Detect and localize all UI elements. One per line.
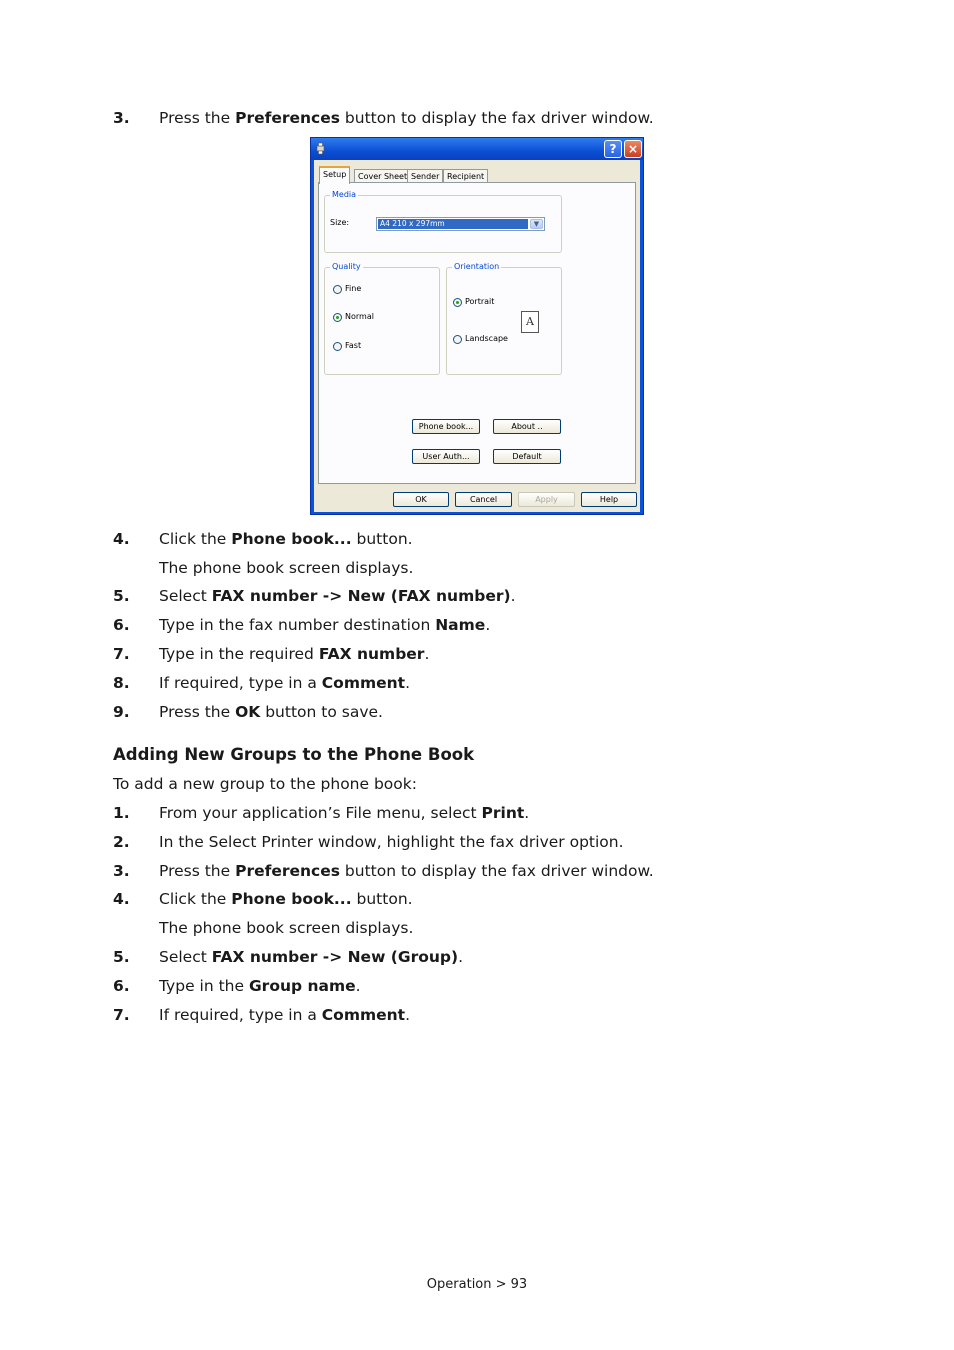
step-item: [113, 107, 893, 129]
radio-fine[interactable]: [333, 285, 342, 294]
help-button[interactable]: Help: [581, 492, 637, 507]
step-text: Type in the Group name.: [159, 977, 361, 995]
section-heading: Adding New Groups to the Phone Book: [113, 745, 475, 764]
chevron-down-icon[interactable]: ▼: [530, 219, 543, 229]
fast-label: Fast: [345, 341, 362, 350]
radio-fast[interactable]: [333, 342, 342, 351]
portrait-page-icon: A: [521, 311, 539, 333]
step-number: 1.: [113, 804, 130, 822]
orientation-group: [446, 262, 562, 375]
step-item: [113, 831, 893, 853]
step-number: 3.: [113, 109, 130, 127]
tab-sender[interactable]: Sender: [407, 169, 443, 183]
step-text: Select FAX number -> New (Group).: [159, 948, 464, 966]
radio-normal[interactable]: [333, 313, 342, 322]
step-number: 7.: [113, 645, 130, 663]
step-text: If required, type in a Comment.: [159, 1006, 411, 1024]
step-text: Click the Phone book... button.: [159, 530, 413, 548]
phone-book-button[interactable]: Phone book...: [412, 419, 480, 434]
normal-label: Normal: [345, 312, 374, 321]
step-number: 4.: [113, 890, 130, 908]
step-item: [113, 888, 893, 910]
about-button[interactable]: About ..: [493, 419, 561, 434]
step-item: [113, 1004, 893, 1026]
step-item: [113, 528, 893, 550]
step-text: If required, type in a Comment.: [159, 674, 411, 692]
help-title-button[interactable]: ?: [604, 140, 622, 158]
printer-icon: [316, 142, 325, 155]
orientation-legend: Orientation: [454, 262, 500, 271]
size-select[interactable]: [376, 217, 545, 231]
step-text: Click the Phone book... button.: [159, 890, 413, 908]
portrait-label: Portrait: [465, 297, 495, 306]
ok-button[interactable]: OK: [393, 492, 449, 507]
dialog-title-bar: [311, 138, 643, 160]
section-intro: To add a new group to the phone book:: [113, 775, 417, 793]
dialog-body: [314, 160, 640, 512]
radio-portrait[interactable]: [453, 298, 462, 307]
step-number: 8.: [113, 674, 130, 692]
radio-landscape[interactable]: [453, 335, 462, 344]
step-number: 3.: [113, 862, 130, 880]
size-label: Size:: [330, 218, 350, 227]
landscape-label: Landscape: [465, 334, 508, 343]
step-number: 2.: [113, 833, 130, 851]
size-select-value: A4 210 x 297mm: [378, 219, 528, 229]
step-text: Press the Preferences button to display the fax driver window.: [159, 109, 654, 127]
step-number: 5.: [113, 587, 130, 605]
fine-label: Fine: [345, 284, 362, 293]
step-number: 7.: [113, 1006, 130, 1024]
step-number: 6.: [113, 616, 130, 634]
quality-legend: Quality: [332, 262, 361, 271]
step-text: Type in the required FAX number.: [159, 645, 430, 663]
step-text: Press the OK button to save.: [159, 703, 383, 721]
step-text: In the Select Printer window, highlight the fax driver option.: [159, 833, 624, 851]
step-item: [113, 614, 893, 636]
apply-button[interactable]: Apply: [518, 492, 575, 507]
setup-panel: [318, 182, 636, 484]
page-footer: Operation > 93: [426, 1277, 528, 1292]
step-text: Select FAX number -> New (FAX number).: [159, 587, 516, 605]
step-number: 6.: [113, 977, 130, 995]
step-item: [113, 643, 893, 665]
step-item: [113, 860, 893, 882]
step-item: [113, 585, 893, 607]
step-item: [113, 802, 893, 824]
cancel-button[interactable]: Cancel: [455, 492, 512, 507]
step-item: [113, 672, 893, 694]
fax-driver-dialog: [310, 137, 644, 515]
tab-recipient[interactable]: Recipient: [443, 169, 488, 183]
media-group: [324, 190, 562, 253]
default-button[interactable]: Default: [493, 449, 561, 464]
step-number: 5.: [113, 948, 130, 966]
tab-setup[interactable]: Setup: [319, 166, 350, 184]
media-legend: Media: [332, 190, 357, 199]
step-item: [113, 946, 893, 968]
step-text: Type in the fax number destination Name.: [159, 616, 491, 634]
step-note: The phone book screen displays.: [159, 919, 414, 937]
step-number: 9.: [113, 703, 130, 721]
quality-group: [324, 262, 440, 375]
step-item: [113, 975, 893, 997]
step-note: The phone book screen displays.: [159, 559, 414, 577]
close-button[interactable]: ×: [624, 140, 642, 158]
step-item: [113, 701, 893, 723]
step-text: From your application’s File menu, select Print.: [159, 804, 530, 822]
tab-cover-sheet[interactable]: Cover Sheet: [354, 169, 411, 183]
user-auth-button[interactable]: User Auth...: [412, 449, 480, 464]
step-number: 4.: [113, 530, 130, 548]
step-text: Press the Preferences button to display the fax driver window.: [159, 862, 654, 880]
